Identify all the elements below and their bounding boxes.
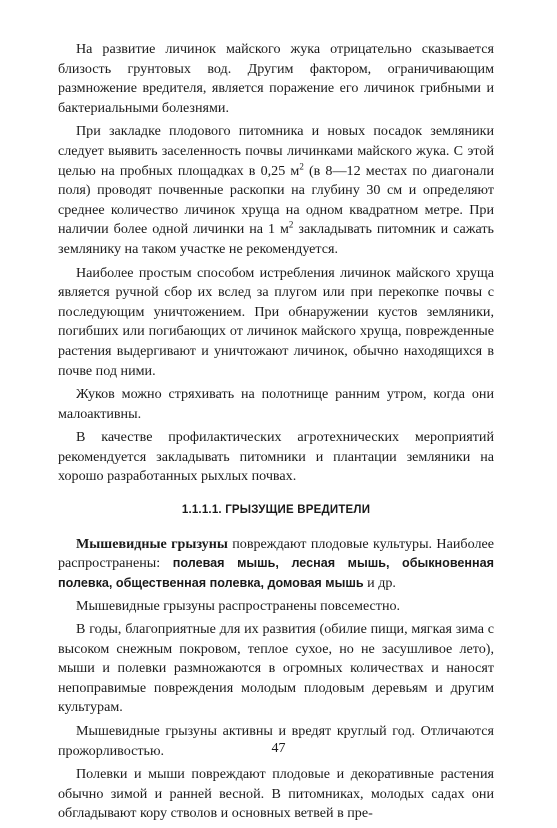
paragraph-shaking-beetles: Жуков можно стряхивать на полотнище ранним утром, когда они малоактивны. xyxy=(58,386,494,422)
survey-text-b: (в 8—12 местах по диагонали поля) проводят почвенные раскопки на глубину 30 см и определяют среднее количество личинок хруща на одном квадратном метре. При наличии более одной личинки на 1 м xyxy=(58,162,494,238)
paragraph-prevention: В качестве профилактических агротехнических мероприятий рекомендуется закладывать питомники и плантации земляники на хорошо разработанных рыхлых почвах. xyxy=(58,429,494,485)
page-number: 47 xyxy=(271,741,286,756)
paragraph-manual-collection: Наиболее простым способом истребления личинок майского хруща является ручной сбор их вслед за плугом или при перекопке почвы с последующим уничтожением. При обнаружении кустов земляники, погибших или погибающих от личинок майского хруща, поврежденные растения выдергивают и уничтожают личинок, обычно находящихся в почве под ними. xyxy=(58,264,494,379)
page-body xyxy=(58,40,494,828)
paragraph-distribution: Мышевидные грызуны распространены повсеместно. xyxy=(76,598,401,615)
section-heading: 1.1.1.1. ГРЫЗУЩИЕ ВРЕДИТЕЛИ xyxy=(181,504,371,517)
bold-term: Мышевидные грызуны xyxy=(76,535,228,552)
paragraph-damage: Полевки и мыши повреждают плодовые и декоративные растения обычно зимой и ранней весной. В питомниках, молодых садах они обгладывают кору стволов и основных ветвей в пре- xyxy=(58,766,494,822)
paragraph-activity: Мышевидные грызуны активны и вредят круглый год. Отличаются прожорливостью. xyxy=(58,723,494,759)
paragraph-groundwater: На развитие личинок майского жука отрицательно сказывается близость грунтовых вод. Другим фактором, ограничивающим размножение вредителя, является поражение его личинок грибными и бактериальными болезнями. xyxy=(58,41,494,116)
survey-text-c: закладывать питомник и сажать землянику на таком участке не рекомендуется. xyxy=(58,221,494,257)
superscript-2: 2 xyxy=(299,160,304,171)
superscript-2: 2 xyxy=(288,219,294,230)
intro-text-end: и др. xyxy=(363,574,396,591)
paragraph-nursery-survey xyxy=(58,122,494,259)
intro-text: повреждают плодовые культуры. Наиболее распространены: xyxy=(58,535,494,572)
survey-text-a: При закладке плодового питомника и новых посадок земляники следует выявить заселенность почвы личинками майского жука. С этой целью на пробных площадках в 0,25 м xyxy=(58,123,494,179)
species-list: полевая мышь, лесная мышь, обыкновенная полевка, общественная полевка, домовая мышь xyxy=(58,556,494,590)
paragraph-rodents-intro xyxy=(58,535,494,594)
paragraph-favorable-years: В годы, благоприятные для их развития (обилие пищи, мягкая зима с высоком снежным покровом, теплое сухое, но не засушливое лето), мыши и полевки размножаются в огромных количествах и наносят непоправимые повреждения молодым плодовым деревьям и другим культурам. xyxy=(58,621,494,716)
